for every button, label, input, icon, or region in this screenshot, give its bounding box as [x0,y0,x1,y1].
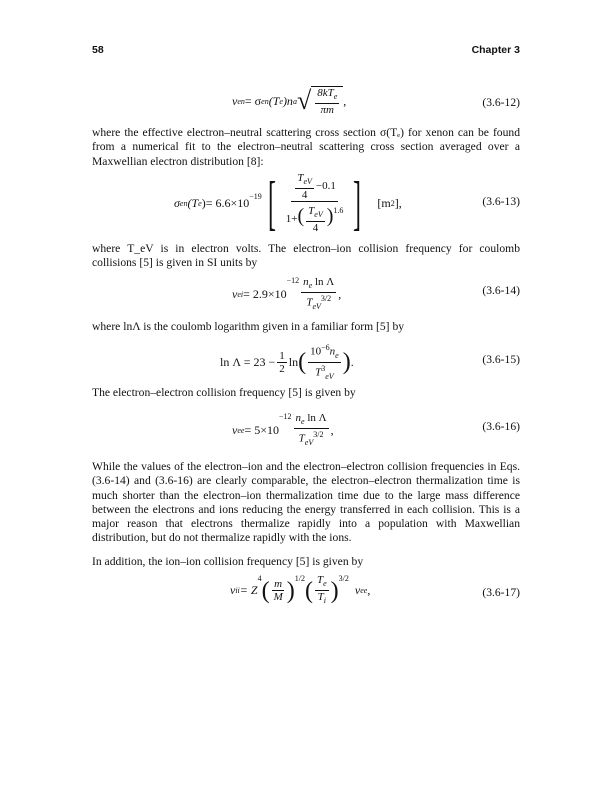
paragraph: While the values of the electron–ion and the electron–electron collision frequencies in Eqs. (3.6-14) and (3.6-16) are clearly comparable, the electron–electron thermalization time is much shorter than the electron–ion thermalization time due to the large mass difference between the electrons and ions reducing the energy transferred in each collision. This is a major reason that electrons thermalize rapidly into a population with Maxwellian distribution, but do not thermalize rapidly with the ions. [92,460,520,545]
equation-3-6-17: ν ii = Z 4 ( $\frac{m}{M}$ ) $^{1/2}$ ( $\frac{T_e}{T_i}$ ) $^{3/2}$ ν ee , (3.6-17) [230,574,520,606]
paragraph: where the effective electron–neutral scattering cross section σ(Tₑ) for xenon can be found from a numerical fit to the electron–neutral scattering cross section averaged over a Maxwellian electron distribution [8]: [92,126,520,168]
page-number: 58 [92,44,104,56]
equation-number: (3.6-16) [482,420,520,433]
equation-number: (3.6-17) [482,586,520,599]
equation-number: (3.6-15) [482,353,520,366]
equation-3-6-15: ln Λ = 23 − $\frac{1}{2}$ ln ( $\frac{10^{-6}n_e}{T^3_{eV}}$ ) . (3.6-15) [220,343,520,381]
equation-3-6-13: σ en (T e ) = 6.6×10 $^{-19}$ [ $\frac{T_{eV}}{4}$ −0.1 1+( $\frac{T_{eV}}{4}$ )$^{1.6}$ ] [m 2 ], (3.6-13) [174,170,520,236]
equation-number: (3.6-12) [482,96,520,109]
paragraph: In addition, the ion–ion collision frequency [5] is given by [92,555,364,568]
equation-3-6-16: ν ee = 5×10 −12 $\frac{n_e \ln \Lambda}{T_{eV}^{3/2}}$ , (3.6-16) [232,412,520,448]
equation-3-6-14: ν ei = 2.9×10 −12 $\frac{n_e \ln \Lambda}{T_{eV}^{3/2}}$ , (3.6-14) [232,276,520,312]
paragraph: The electron–electron collision frequency [5] is given by [92,386,356,399]
equation-number: (3.6-13) [482,195,520,208]
paragraph: where T_eV is in electron volts. The electron–ion collision frequency for coulomb collisions [5] is given in SI units by [92,242,520,270]
paragraph: where lnΛ is the coulomb logarithm given in a familiar form [5] by [92,320,405,333]
chapter-title: Chapter 3 [471,44,520,56]
equation-3-6-12: ν en = σ en (T e )n a √ $\frac{8kT_e}{\pi m}$ , (3.6-12) [232,86,520,117]
equation-number: (3.6-14) [482,284,520,297]
